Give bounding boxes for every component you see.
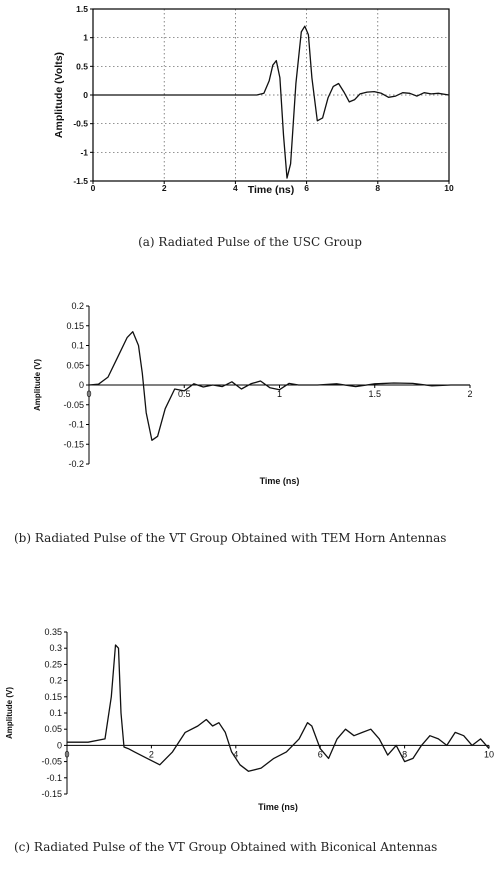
x-tick-label-a-1: 2 bbox=[161, 183, 167, 193]
y-tick-label-c-6: 0.15 bbox=[44, 691, 62, 702]
y-tick-label-a-0: -1.5 bbox=[73, 176, 88, 186]
y-tick-label-b-0: -0.2 bbox=[68, 459, 84, 469]
y-tick-label-c-1: -0.1 bbox=[46, 772, 62, 783]
caption-a: (a) Radiated Pulse of the USC Group bbox=[138, 235, 362, 249]
y-tick-label-c-4: 0.05 bbox=[44, 724, 62, 735]
x-tick-label-a-2: 4 bbox=[233, 183, 238, 193]
x-axis-label-c: Time (ns) bbox=[258, 802, 298, 812]
y-tick-label-a-2: -0.5 bbox=[73, 118, 88, 129]
y-tick-label-a-3: 0 bbox=[83, 90, 88, 100]
x-tick-label-c-3: 6 bbox=[317, 749, 323, 760]
x-tick-label-c-2: 4 bbox=[233, 749, 239, 760]
x-tick-label-b-1: 0.5 bbox=[177, 389, 191, 399]
x-tick-label-b-0: 0 bbox=[86, 389, 92, 399]
series-line-a-0 bbox=[93, 26, 449, 178]
y-axis-label-c: Amplitude (V) bbox=[5, 687, 14, 739]
x-tick-label-c-1: 2 bbox=[148, 749, 154, 760]
x-tick-label-b-3: 1.5 bbox=[368, 389, 382, 399]
y-tick-label-c-2: -0.05 bbox=[41, 756, 62, 767]
chart-b-svg bbox=[0, 290, 500, 510]
x-axis-label-b: Time (ns) bbox=[259, 476, 300, 486]
x-tick-label-b-4: 2 bbox=[467, 389, 473, 399]
y-axis-label-b: Amplitude (V) bbox=[33, 359, 42, 411]
y-tick-label-c-0: -0.15 bbox=[41, 789, 62, 799]
x-tick-label-c-4: 8 bbox=[402, 749, 408, 760]
x-tick-label-a-3: 6 bbox=[304, 183, 309, 193]
y-tick-label-b-3: -0.05 bbox=[63, 399, 84, 410]
y-tick-label-a-6: 1.5 bbox=[76, 4, 88, 14]
x-tick-label-a-4: 8 bbox=[375, 183, 381, 193]
y-tick-label-c-5: 0.1 bbox=[49, 708, 62, 718]
x-axis-label-a: Time (ns) bbox=[247, 184, 295, 196]
y-axis-label-a: Amplitude (Volts) bbox=[53, 51, 65, 139]
y-tick-label-b-4: 0 bbox=[78, 380, 84, 390]
y-tick-label-c-9: 0.3 bbox=[49, 643, 62, 654]
y-tick-label-b-5: 0.05 bbox=[66, 360, 84, 371]
caption-c: (c) Radiated Pulse of the VT Group Obtained with Biconical Antennas bbox=[14, 840, 438, 854]
panel-a bbox=[0, 0, 500, 255]
y-tick-label-b-7: 0.15 bbox=[66, 320, 84, 331]
x-tick-label-b-2: 1 bbox=[276, 389, 283, 399]
y-tick-label-c-8: 0.25 bbox=[44, 659, 62, 670]
y-tick-label-c-7: 0.2 bbox=[49, 675, 62, 686]
series-line-c-0 bbox=[67, 645, 489, 771]
x-tick-label-c-5: 10 bbox=[483, 749, 495, 760]
x-tick-label-a-0: 0 bbox=[90, 183, 96, 193]
x-tick-label-c-0: 0 bbox=[64, 749, 70, 760]
chart-a-svg bbox=[0, 0, 500, 230]
y-tick-label-b-6: 0.1 bbox=[71, 340, 84, 351]
y-tick-label-b-1: -0.15 bbox=[63, 439, 84, 450]
panel-c bbox=[0, 620, 500, 840]
chart-c-svg bbox=[0, 620, 500, 820]
x-tick-label-a-5: 10 bbox=[444, 183, 454, 193]
y-tick-label-c-10: 0.35 bbox=[44, 627, 62, 637]
y-tick-label-a-4: 0.5 bbox=[76, 61, 88, 72]
y-tick-label-a-1: -1 bbox=[80, 147, 88, 158]
y-tick-label-c-3: 0 bbox=[56, 740, 62, 751]
y-tick-label-b-2: -0.1 bbox=[68, 419, 84, 430]
caption-b: (b) Radiated Pulse of the VT Group Obtained with TEM Horn Antennas bbox=[14, 531, 447, 545]
y-tick-label-b-8: 0.2 bbox=[71, 301, 84, 311]
y-tick-label-a-5: 1 bbox=[83, 32, 88, 43]
